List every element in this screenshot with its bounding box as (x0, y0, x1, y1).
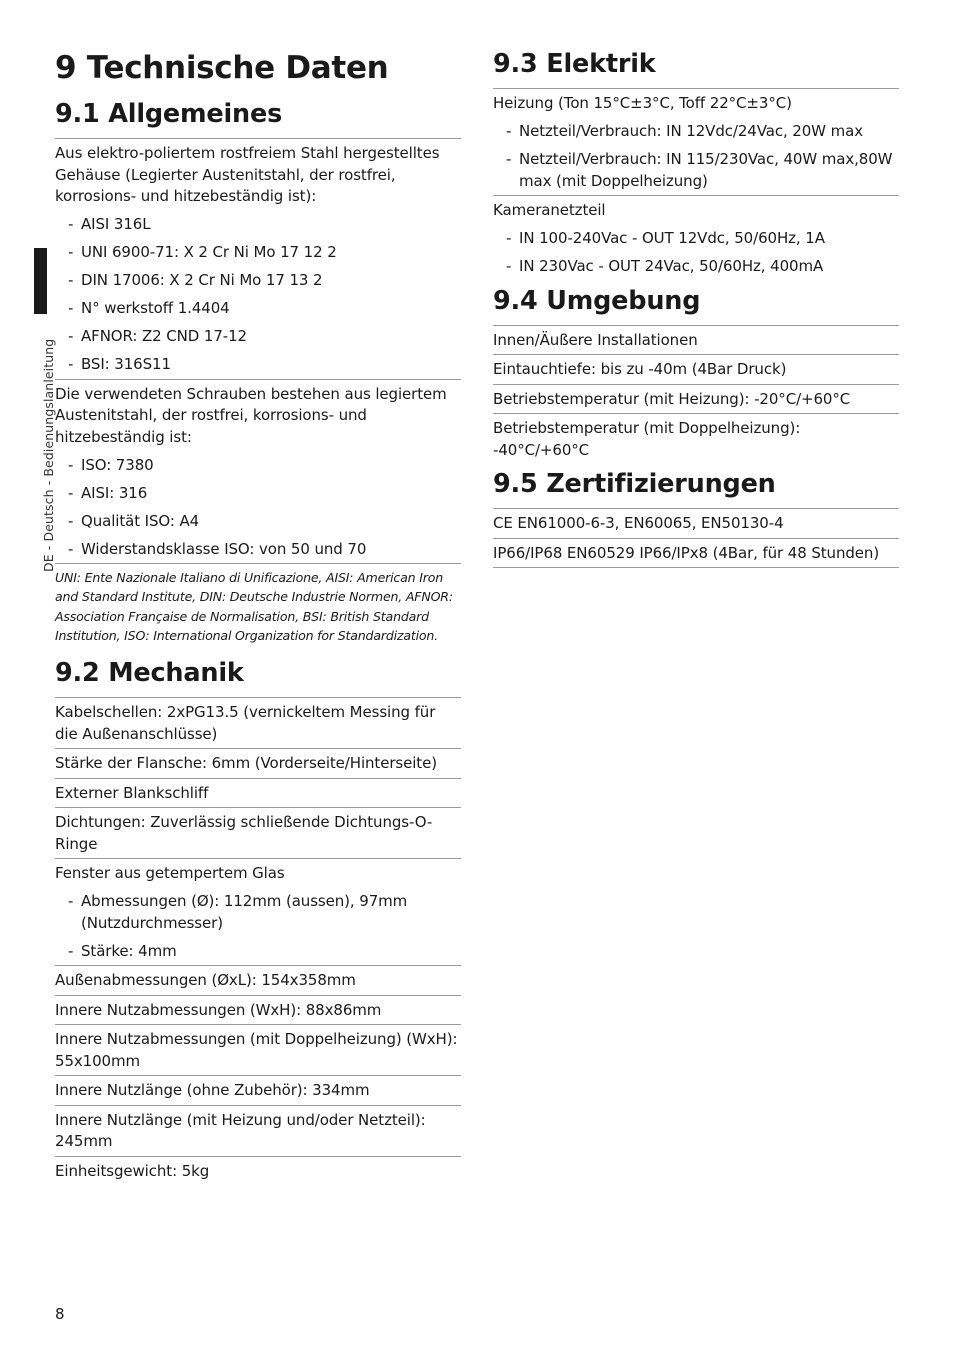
list-item: - Widerstandsklasse ISO: von 50 und 70 (68, 539, 367, 558)
list-item: - AISI: 316 (68, 483, 148, 502)
spec-row: IP66/IP68 EN60529 IP66/IPx8 (4Bar, für 48 Stunden) (493, 539, 899, 569)
window-label: Fenster aus getempertem Glas (55, 864, 285, 883)
spec-row: Kabelschellen: 2xPG13.5 (vernickeltem Messing für die Außenanschlüsse) (55, 698, 461, 749)
screws-block (55, 380, 461, 565)
heating-list (493, 121, 899, 192)
page-number: 8 (55, 1305, 65, 1323)
section-heading-9-2: 9.2 Mechanik (55, 653, 461, 698)
list-item: - AISI 316L (68, 215, 151, 233)
list-item: - Abmessungen (Ø): 112mm (aussen), 97mm (Nutzdurchmesser) (68, 892, 408, 932)
screws-text: Die verwendeten Schrauben bestehen aus legiertem Austenitstahl, der rostfrei, korrosions- und hitzebeständig ist: (55, 384, 447, 446)
section-heading-9-5: 9.5 Zertifizierungen (493, 464, 899, 509)
list-item: - IN 230Vac - OUT 24Vac, 50/60Hz, 400mA (506, 257, 824, 275)
screws-list (55, 455, 461, 561)
side-tab-marker (34, 248, 47, 314)
spec-row: Eintauchtiefe: bis zu -40m (4Bar Druck) (493, 355, 899, 385)
housing-material-text: Aus elektro-poliertem rostfreiem Stahl hergestelltes Gehäuse (Legierter Austenitstahl, der rostfrei, korrosions- und hitzebeständig ist): (55, 144, 440, 205)
spec-row: Innere Nutzabmessungen (mit Doppelheizung) (WxH): 55x100mm (55, 1025, 461, 1076)
spec-row: Innere Nutzlänge (ohne Zubehör): 334mm (55, 1076, 461, 1106)
spec-row: Externer Blankschliff (55, 779, 461, 809)
spec-row: Betriebstemperatur (mit Doppelheizung): -40°C/+60°C (493, 419, 801, 459)
list-item: - ISO: 7380 (68, 455, 154, 474)
spec-row: Außenabmessungen (ØxL): 154x358mm (55, 966, 461, 996)
heating-block (493, 89, 899, 196)
right-column (493, 48, 899, 568)
list-item: - DIN 17006: X 2 Cr Ni Mo 17 13 2 (68, 271, 323, 289)
list-item: - Qualität ISO: A4 (68, 511, 200, 530)
side-label: DE - Deutsch - Bedienungslanleitung (41, 338, 56, 572)
spec-row: Innen/Äußere Installationen (493, 326, 899, 356)
spec-row: Einheitsgewicht: 5kg (55, 1161, 210, 1180)
list-item: - N° werkstoff 1.4404 (68, 299, 230, 317)
list-item: - Netzteil/Verbrauch: IN 115/230Vac, 40W max,80W max (mit Doppelheizung) (506, 150, 893, 190)
heating-label: Heizung (Ton 15°C±3°C, Toff 22°C±3°C) (493, 94, 792, 112)
housing-material-block (55, 139, 461, 380)
list-item: - Netzteil/Verbrauch: IN 12Vdc/24Vac, 20W max (506, 122, 863, 140)
spec-row: Betriebstemperatur (mit Heizung): -20°C/+60°C (493, 385, 899, 415)
spec-row: Dichtungen: Zuverlässig schließende Dichtungs-O-Ringe (55, 808, 461, 859)
list-item: - AFNOR: Z2 CND 17-12 (68, 327, 247, 345)
window-block (55, 859, 461, 966)
abbreviations-note: UNI: Ente Nazionale Italiano di Unificazione, AISI: American Iron and Standard Institute, DIN: Deutsche Industrie Normen, AFNOR: Association Française de Normalisation, BSI: British Standard Institution, ISO: International Organization for Standardization. (55, 570, 453, 643)
spec-row: Innere Nutzabmessungen (WxH): 88x86mm (55, 996, 461, 1026)
page-title: 9 Technische Daten (55, 50, 389, 86)
list-item: - IN 100-240Vac - OUT 12Vdc, 50/60Hz, 1A (506, 229, 825, 247)
camera-psu-list (493, 228, 899, 278)
spec-row: Innere Nutzlänge (mit Heizung und/oder Netzteil): 245mm (55, 1106, 461, 1157)
section-heading-9-1: 9.1 Allgemeines (55, 94, 461, 139)
list-item: - UNI 6900-71: X 2 Cr Ni Mo 17 12 2 (68, 243, 337, 261)
spec-row: CE EN61000-6-3, EN60065, EN50130-4 (493, 509, 899, 539)
window-list (55, 891, 461, 962)
section-heading-9-3: 9.3 Elektrik (493, 48, 899, 89)
left-column (55, 48, 461, 1185)
spec-row: Stärke der Flansche: 6mm (Vorderseite/Hinterseite) (55, 749, 461, 779)
housing-material-list (55, 214, 461, 376)
camera-psu-block (493, 196, 899, 281)
list-item: - BSI: 316S11 (68, 355, 171, 373)
section-heading-9-4: 9.4 Umgebung (493, 281, 899, 326)
camera-psu-label: Kameranetzteil (493, 201, 606, 219)
list-item: - Stärke: 4mm (68, 941, 177, 960)
